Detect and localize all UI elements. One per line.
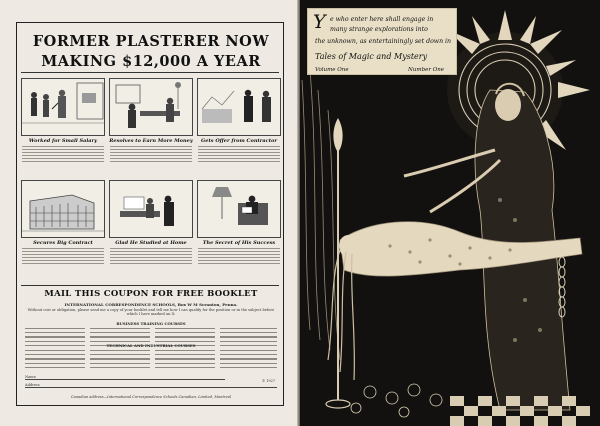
canadian-address-footer: Canadian address—International Correspondence Schools Canadian, Limited, Montreal bbox=[70, 395, 232, 399]
panel-2-caption-title: Resolves to Earn More Money bbox=[109, 138, 193, 144]
technical-col-4 bbox=[220, 347, 277, 368]
technical-col-2 bbox=[90, 347, 150, 368]
address-label: Address bbox=[25, 383, 40, 387]
comic-panel-4 bbox=[21, 180, 105, 238]
panel-4-caption-title: Secures Big Contract bbox=[33, 240, 93, 246]
panel-3-caption bbox=[196, 138, 282, 162]
title-line-3: the unknown, as entertainingly set down in bbox=[315, 38, 452, 45]
comic-panel-3 bbox=[197, 78, 281, 136]
panel-5-caption bbox=[108, 240, 194, 264]
panel-3-caption-title: Gets Offer from Contractor bbox=[201, 138, 277, 144]
title-line-1: e who enter here shall engage in bbox=[330, 16, 434, 23]
panel-5-caption-title: Glad He Studied at Home bbox=[115, 240, 187, 246]
technical-courses-heading: TECHNICAL AND INDUSTRIAL COURSES bbox=[106, 343, 196, 348]
headline-rule bbox=[21, 72, 279, 73]
panel-6-caption bbox=[196, 240, 282, 264]
reading-illustration bbox=[198, 181, 281, 238]
copyright-notice: © 1927 bbox=[261, 379, 275, 383]
headline-line-2: MAKING $12,000 A YEAR bbox=[41, 53, 261, 70]
coupon-title: MAIL THIS COUPON FOR FREE BOOKLET bbox=[44, 289, 258, 299]
business-courses-heading: BUSINESS TRAINING COURSES bbox=[116, 321, 186, 326]
panel-6-caption-title: The Secret of His Success bbox=[202, 240, 276, 246]
panel-2-caption bbox=[108, 138, 194, 162]
headline-line-1: FORMER PLASTERER NOW bbox=[32, 33, 270, 50]
name-field[interactable] bbox=[25, 375, 225, 380]
advertisement-frame bbox=[16, 22, 284, 406]
volume-label: Volume One bbox=[315, 67, 349, 73]
technical-col-3 bbox=[155, 347, 215, 368]
panel-1-caption-title: Worked for Small Salary bbox=[28, 138, 98, 144]
comic-panel-6 bbox=[197, 180, 281, 238]
series-title: Tales of Magic and Mystery bbox=[315, 52, 428, 61]
coupon-rule bbox=[21, 285, 279, 286]
coupon-intro: Without cost or obligation, please send me a copy of your booklet and tell me how I can qualify for the position or in the subject before which I have marked an X: bbox=[27, 308, 275, 317]
title-panel bbox=[307, 8, 457, 75]
study-illustration bbox=[110, 181, 193, 238]
panel-1-caption bbox=[20, 138, 106, 162]
comic-panel-1 bbox=[21, 78, 105, 136]
title-initial: Y bbox=[313, 11, 326, 33]
desk-illustration bbox=[110, 79, 193, 136]
contractor-illustration bbox=[198, 79, 281, 136]
comic-panel-2 bbox=[109, 78, 193, 136]
number-label: Number One bbox=[408, 67, 445, 73]
coupon-school: INTERNATIONAL CORRESPONDENCE SCHOOLS, Box W M Scranton, Penna. bbox=[64, 302, 238, 307]
comic-panel-5 bbox=[109, 180, 193, 238]
name-label: Name bbox=[25, 375, 36, 379]
technical-col-1 bbox=[25, 347, 85, 368]
title-line-2: many strange explorations into bbox=[330, 26, 428, 33]
panel-4-caption bbox=[20, 240, 106, 264]
building-illustration bbox=[22, 181, 105, 238]
address-field[interactable] bbox=[25, 383, 277, 388]
plasterers-illustration bbox=[22, 79, 105, 136]
